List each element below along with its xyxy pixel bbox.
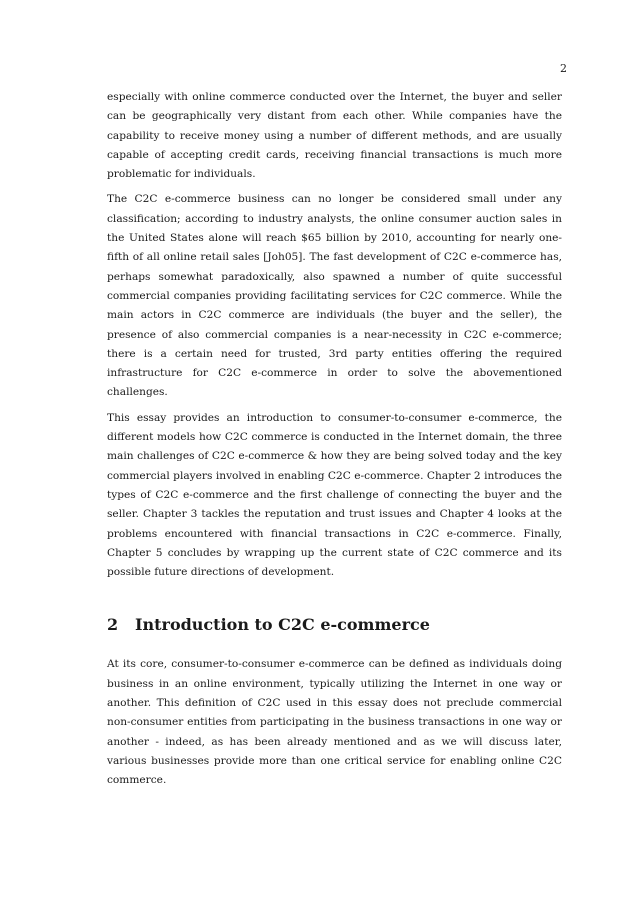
- page-body: [107, 88, 562, 797]
- section-heading: [107, 615, 562, 635]
- section-number: 2: [107, 615, 119, 635]
- paragraph-intro-continuation: especially with online commerce conducted over the Internet, the buyer and seller can be geographically very distant from each other. While companies have the capability to receive money using a number of different methods, and are usually capable of accepting credit cards, receiving financial transactions is much more problematic for individuals.: [107, 91, 562, 181]
- paragraph-c2c-definition: At its core, consumer-to-consumer e-commerce can be defined as individuals doing business in an online environment, typically utilizing the Internet in one way or another. This definition of C2C used in this essay does not preclude commercial non-consumer entities from participating in the business transactions in one way or another - indeed, as has been already mentioned and as we will discuss later, various businesses provide more than one critical service for enabling online C2C commerce.: [107, 658, 562, 787]
- paragraph-c2c-business-size: The C2C e-commerce business can no longer be considered small under any classification; according to industry analysts, the online consumer auction sales in the United States alone will reach $65 billion by 2010, accounting for nearly one-fifth of all online retail sales [Joh05]. The fast development of C2C e-commerce has, perhaps somewhat paradoxically, also spawned a number of quite successful commercial companies providing facilitating services for C2C commerce. While the main actors in C2C commerce are individuals (the buyer and the seller), the presence of also commercial companies is a near-necessity in C2C e-commerce; there is a certain need for trusted, 3rd party entities offering the required infrastructure for C2C e-commerce in order to solve the abovementioned challenges.: [107, 193, 562, 399]
- section-title: Introduction to C2C e-commerce: [135, 615, 430, 635]
- paragraph-essay-overview: This essay provides an introduction to consumer-to-consumer e-commerce, the different models how C2C commerce is conducted in the Internet domain, the three main challenges of C2C e-commerce & how they are being solved today and the key commercial players involved in enabling C2C e-commerce. Chapter 2 introduces the types of C2C e-commerce and the first challenge of connecting the buyer and the seller. Chapter 3 tackles the reputation and trust issues and Chapter 4 looks at the problems encountered with financial transactions in C2C e-commerce. Finally, Chapter 5 concludes by wrapping up the current state of C2C commerce and its possible future directions of development.: [107, 411, 562, 579]
- page-number: 2: [560, 62, 567, 75]
